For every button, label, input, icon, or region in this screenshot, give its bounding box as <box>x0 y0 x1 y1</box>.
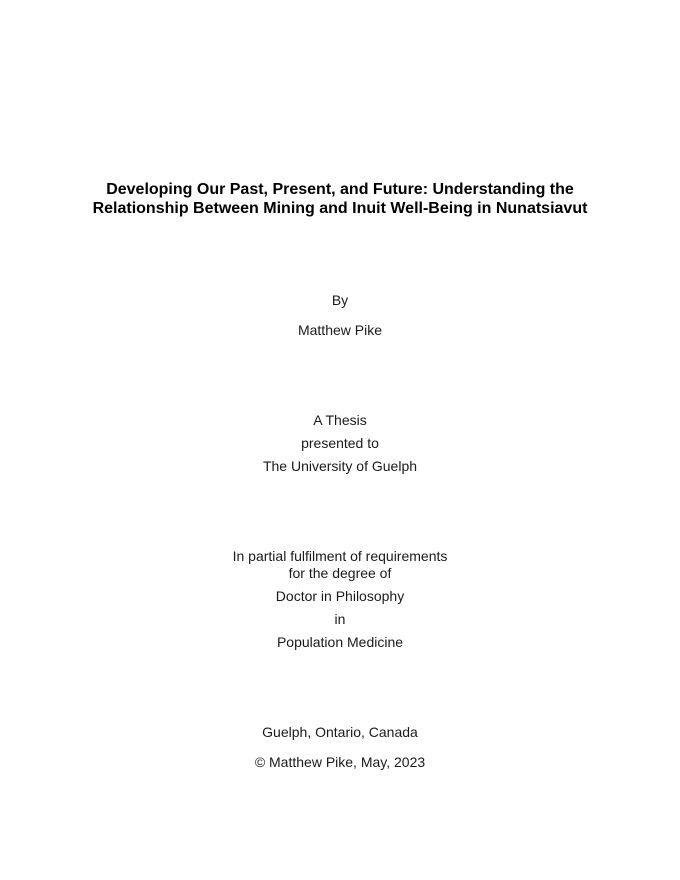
thesis-title-line-1: Developing Our Past, Present, and Future: Understanding the <box>106 181 574 198</box>
author-name: Matthew Pike <box>297 322 383 338</box>
field-of-study: Population Medicine <box>276 634 404 650</box>
degree-name: Doctor in Philosophy <box>275 588 405 604</box>
fulfilment-line-2: for the degree of <box>288 565 392 581</box>
fulfilment-line-1: In partial fulfilment of requirements <box>232 548 448 564</box>
location: Guelph, Ontario, Canada <box>262 724 418 740</box>
thesis-label: A Thesis <box>313 412 367 428</box>
by-label: By <box>331 292 349 308</box>
copyright-notice: © Matthew Pike, May, 2023 <box>254 754 426 770</box>
institution-name: The University of Guelph <box>262 458 418 474</box>
presented-to-label: presented to <box>301 435 379 451</box>
thesis-title-line-2: Relationship Between Mining and Inuit Well-Being in Nunatsiavut <box>92 200 588 217</box>
in-label: in <box>334 611 346 627</box>
